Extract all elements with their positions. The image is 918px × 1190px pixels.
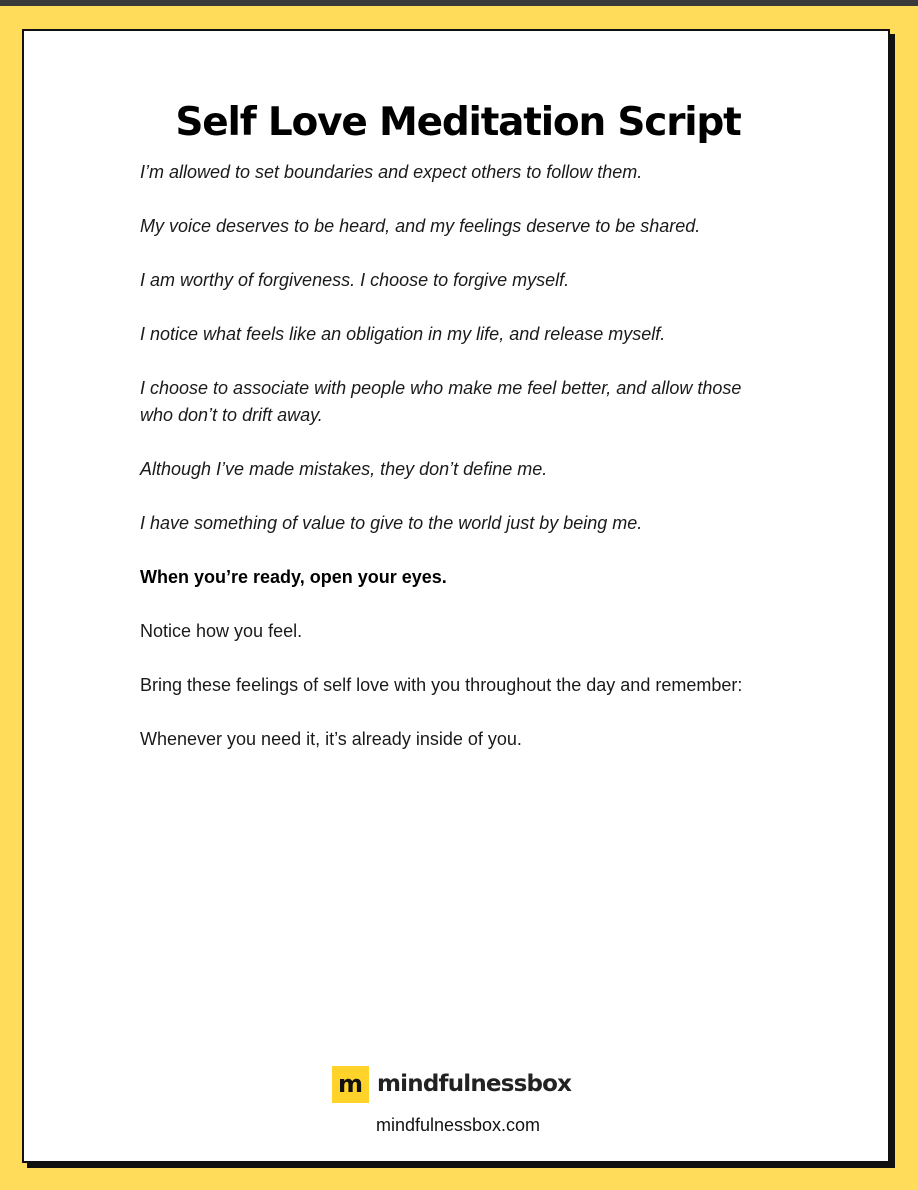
brand-logo [332, 1065, 571, 1103]
affirmation-paragraph: I choose to associate with people who make me feel better, and allow those who don’t to drift away. [140, 378, 742, 425]
instruction-paragraph: Bring these feelings of self love with you throughout the day and remember: [140, 675, 743, 695]
affirmation-paragraph: I have something of value to give to the world just by being me. [140, 513, 643, 533]
closing-paragraph: Whenever you need it, it’s already inside of you. [140, 729, 522, 749]
website-url: mindfulnessbox.com [375, 1115, 541, 1135]
affirmation-paragraph: I am worthy of forgiveness. I choose to forgive myself. [140, 270, 570, 290]
logo-wordmark: mindfulnessbox [377, 1071, 572, 1097]
affirmation-paragraph: My voice deserves to be heard, and my feelings deserve to be shared. [140, 216, 701, 236]
affirmation-paragraph: Although I’ve made mistakes, they don’t define me. [140, 459, 548, 479]
script-body [140, 159, 760, 780]
instruction-paragraph: Notice how you feel. [140, 621, 303, 641]
top-border-strip [0, 0, 918, 6]
affirmation-paragraph: I’m allowed to set boundaries and expect others to follow them. [140, 162, 643, 182]
document-page [22, 29, 890, 1163]
page-title: Self Love Meditation Script [175, 100, 741, 145]
logo-mark-icon: m [332, 1066, 369, 1103]
instruction-heading: When you’re ready, open your eyes. [140, 567, 447, 587]
affirmation-paragraph: I notice what feels like an obligation in my life, and release myself. [140, 324, 666, 344]
